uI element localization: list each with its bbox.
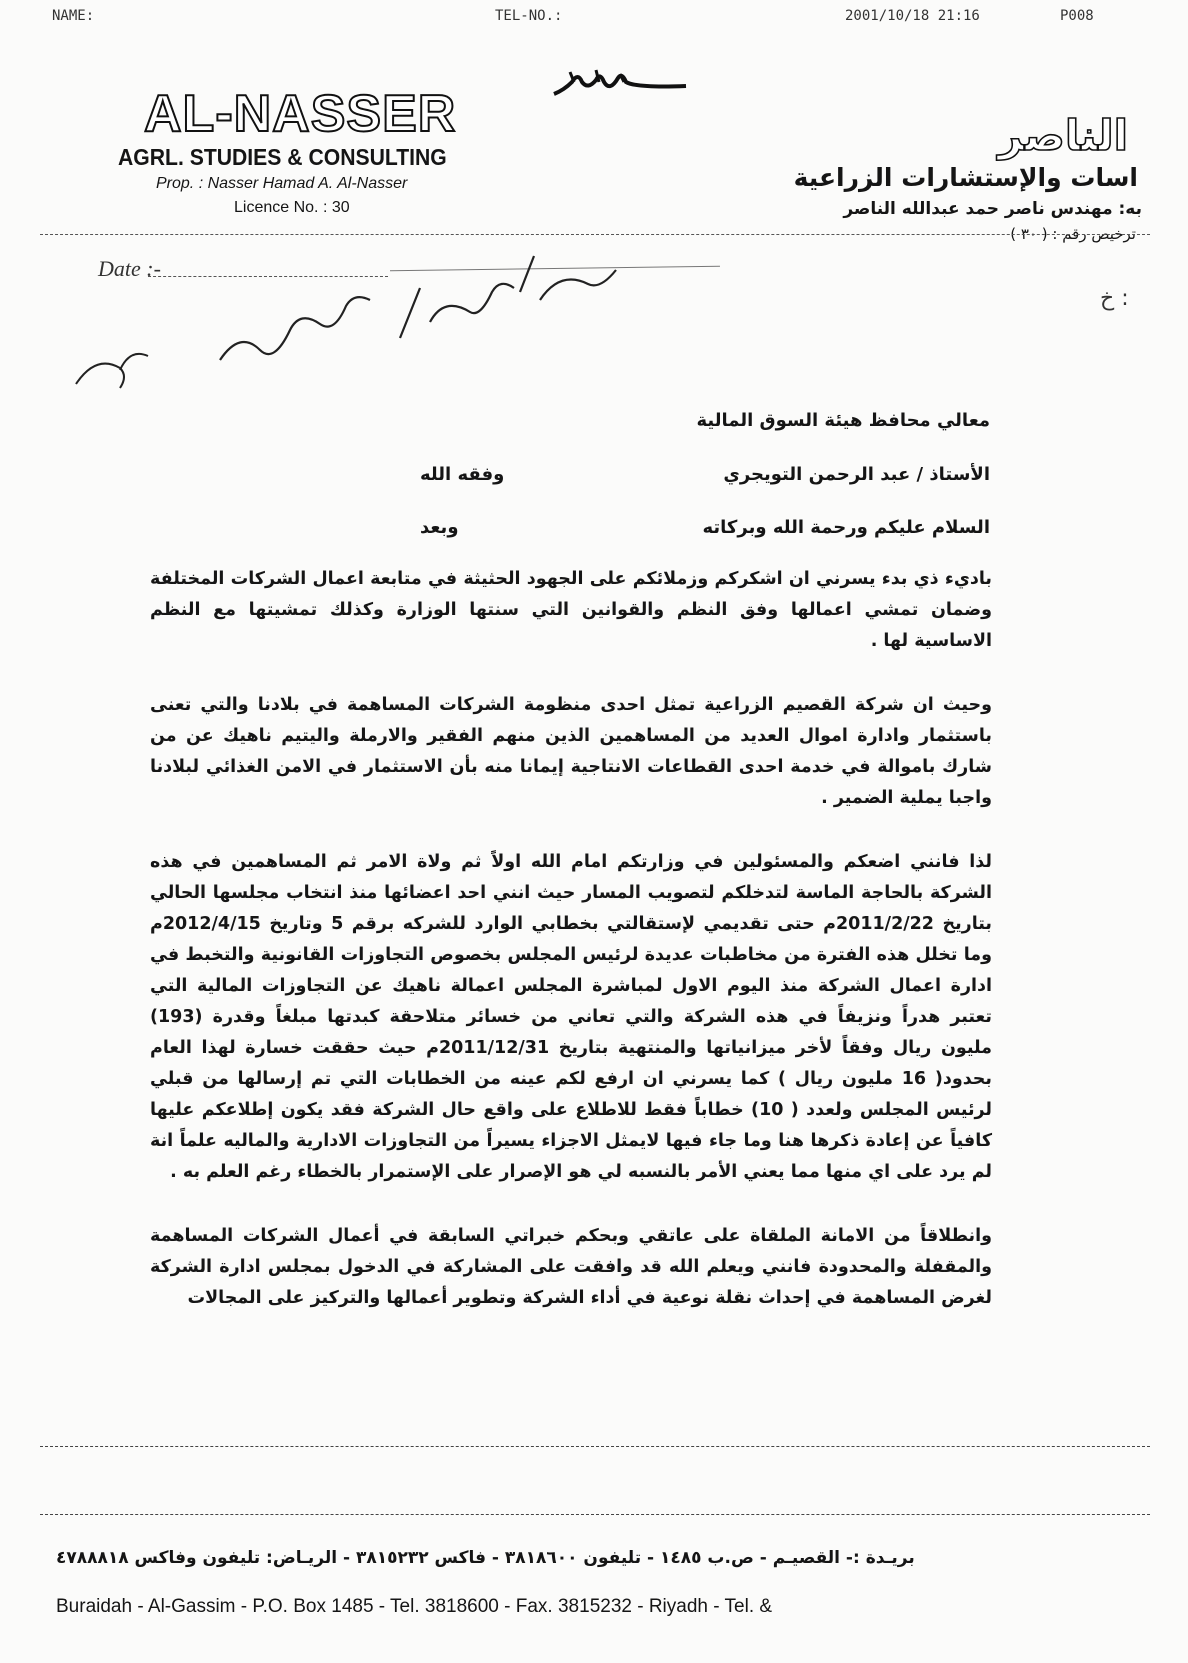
letterhead-arabic (782, 112, 1142, 246)
paragraph-3: لذا فانني اضعكم والمسئولين في وزارتكم امام الله اولاً ثم ولاة الامر ثم المساهمين في هذه الشركة بالحاجة الماسة لتدخلكم لتصويب المسار حيث انني احد اعضائها منذ انتخاب مجلسها الحالي بتاريخ 2011/2/22م حتى تقديمي لإستقالتي بخطابي الوارد للشركه برقم 5 وتاريخ 2012/4/15م وما تخلل هذه الفترة من مخاطبات عديدة لرئيس المجلس بخصوص التجاوزات القانونية والتخبط في ادارة اعمال الشركة منذ اليوم الاول لمباشرة المجلس اعمالة ناهيك عن التجاوزات المالية التي تعتبر هدراً ونزيفاً في هذه الشركة والتي تعاني من خسائر متلاحقة كبدتها مبلغاً وقدرة (193) مليون ريال وفقاً لأخر ميزانياتها والمنتهية بتاريخ 2011/12/31م حيث حققت خسارة لهذا العام بحدود( 16 مليون ريال ) كما يسرني ان ارفع لكم عينه من الخطابات التي تم إرسالها من قبلي لرئيس المجلس ولعدد ( 10) خطاباً فقط للاطلاع على واقع حال الشركة فقد يكون إطلاعكم عليها كافياً عن إعادة ذكرها هنا وما جاء فيها لايمثل الاجزاء يسيراً من التجاوزات الادارية والماليه علماً انة لم يرد على اي منها مما يعني الأمر بالنسبه لي هو الإصرار على الإستمرار بالخطاء رغم العلم به . (150, 852, 993, 1182)
recipient-name-row (150, 464, 990, 485)
paragraph-4: وانطلاقاً من الامانة الملقاة على عاتقي وبحكم خبراتي السابقة في أعمال الشركات المساهمة والمقفلة والمحدودة فانني ويعلم الله قد وافقت على المشاركة في الدخول بمجلس ادارة الشركة لغرض المساهمة في إحداث نقلة نوعية في أداء الشركة وتطوير أعمالها والتركيز على المجالات (150, 1226, 992, 1308)
footer-divider (40, 1514, 1150, 1515)
greeting-closing: وبعد (420, 517, 459, 538)
letter-body (150, 564, 992, 1347)
footer-divider-top (40, 1446, 1150, 1447)
paragraph-2: وحيث ان شركة القصيم الزراعية تمثل احدى منظومة الشركات المساهمة في بلادنا والتي تعنى باستثمار وادارة اموال العديد من المساهمين الذين منهم الفقير والارملة واليتيم ناهيك عن من شارك باموالة في خدمة احدى القطاعات الانتاجية إيمانا منه بأن الاستثمار في الامن الغذائي لبلادنا واجبا يملية الضمير . (150, 695, 992, 808)
date-label: Date :- (98, 256, 161, 281)
company-name-ar: الناصر (998, 111, 1128, 160)
fax-datetime: 2001/10/18 21:16 (845, 8, 980, 24)
recipient-name: الأستاذ / عبد الرحمن التويجري (723, 464, 990, 485)
greeting: السلام عليكم ورحمة الله وبركاته (702, 517, 990, 538)
date-label-ar: خ : (1100, 286, 1129, 311)
letterhead-english (118, 86, 498, 220)
footer-address-en: Buraidah - Al-Gassim - P.O. Box 1485 - Tel. 3818600 - Fax. 3815232 - Riyadh - Tel. & (56, 1596, 773, 1617)
proprietor-ar: به: مهندس ناصر حمد عبدالله الناصر (843, 199, 1142, 219)
greeting-row (150, 517, 990, 538)
proprietor-en: Prop. : Nasser Hamad A. Al-Nasser (156, 175, 408, 192)
company-subtitle-ar: اسات والإستشارات الزراعية (793, 163, 1138, 192)
company-name-en: AL-NASSER (144, 85, 457, 143)
recipient-blessing: وفقه الله (420, 464, 505, 485)
fax-tel-field: TEL-NO.: (495, 8, 563, 24)
licence-en: Licence No. : 30 (234, 199, 350, 216)
handwritten-annotation-icon (70, 252, 630, 412)
company-subtitle-en: AGRL. STUDIES & CONSULTING (118, 144, 447, 170)
fax-header (0, 8, 1188, 28)
recipient-title: معالي محافظ هيئة السوق المالية (696, 410, 990, 431)
header-divider (40, 234, 1150, 235)
fax-name-field: NAME: (52, 8, 95, 24)
paragraph-1: باديء ذي بدء يسرني ان اشكركم وزملائكم على الجهود الحثيثة في متابعة اعمال الشركات المختلفة وضمان تمشي اعمالها وفق النظم والقوانين التي سنتها الوزارة وكذلك تمشيتها مع النظم الاساسية لها . (150, 569, 992, 651)
fax-page-number: P008 (1060, 8, 1094, 24)
footer-address-ar: بريـدة :- القصيـم - ص.ب ١٤٨٥ - تليفون ٣٨١٨٦٠٠ - فاكس ٣٨١٥٢٣٢ - الريـاض: تليفون وفاكس ٤٧٨٨٨١٨ (56, 1548, 915, 1568)
calligraphy-logo-icon (550, 64, 690, 106)
licence-ar: ترخيص رقم : ( ٣٠ ) (1010, 225, 1136, 243)
